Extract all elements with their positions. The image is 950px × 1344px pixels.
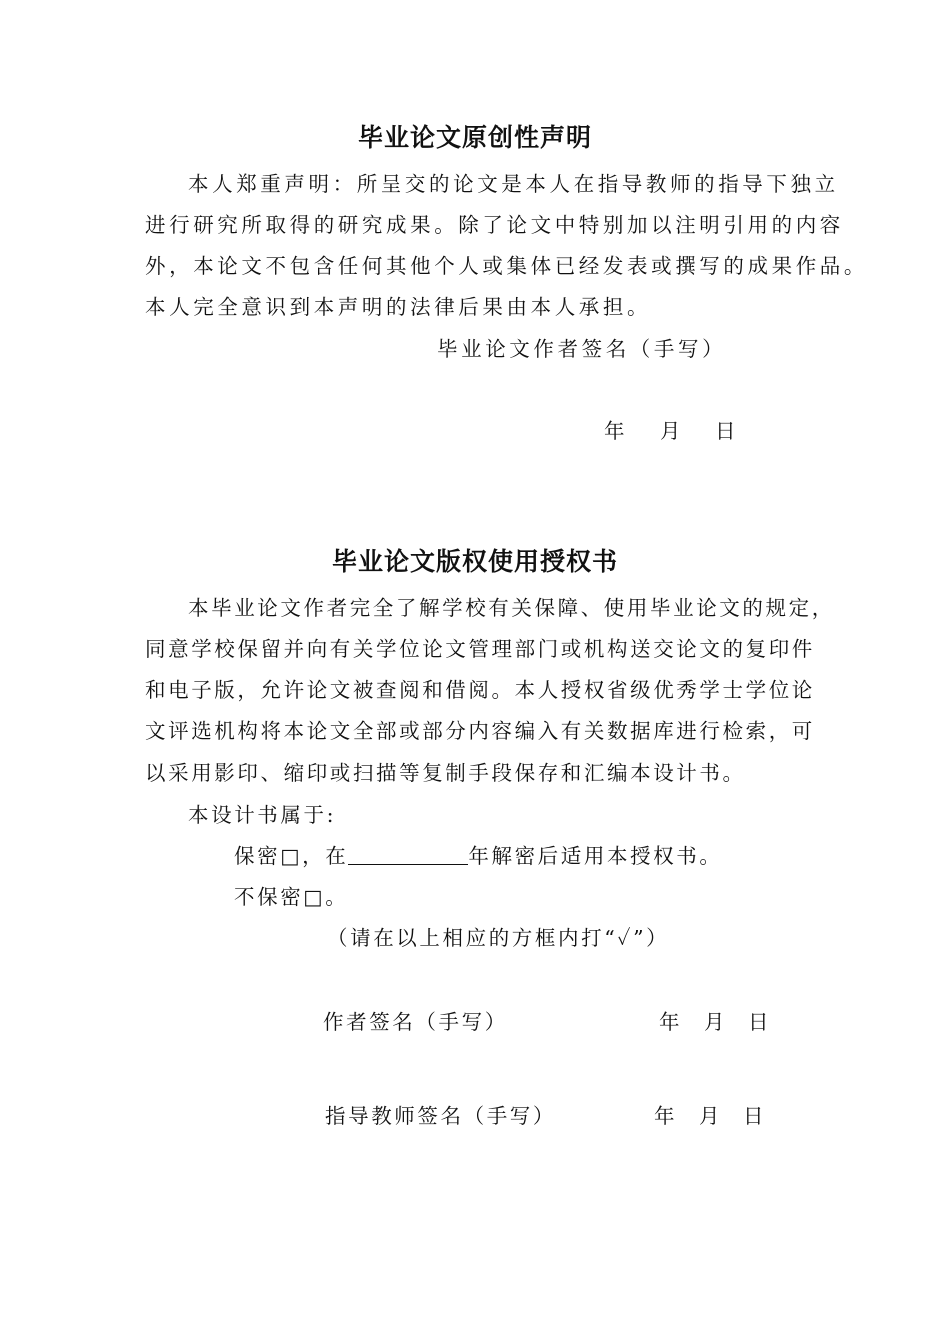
authorization-title: 毕业论文版权使用授权书: [331, 547, 618, 576]
authorization-line-3: 和电子版，允许论文被查阅和借阅。本人授权省级优秀学士学位论: [145, 678, 815, 702]
authorization-line-5: 以采用影印、缩印或扫描等复制手段保存和汇编本设计书。: [145, 761, 746, 785]
advisor-date-month: 月: [699, 1104, 723, 1128]
declaration-line-1: 本人郑重声明：所呈交的论文是本人在指导教师的指导下独立: [188, 172, 839, 196]
checkbox-instruction: （请在以上相应的方框内打“✓”）: [327, 926, 670, 950]
advisor-sign-label: 指导教师签名（手写）: [325, 1104, 556, 1128]
authorization-line-1: 本毕业论文作者完全了解学校有关保障、使用毕业论文的规定，: [188, 596, 835, 620]
advisor-date-year: 年: [654, 1104, 678, 1128]
secret-year-blank: [348, 842, 468, 865]
author-date-month: 月: [704, 1010, 728, 1034]
not-secret-option: 不保密□。: [234, 885, 349, 909]
author-signature-label: 毕业论文作者签名（手写）: [437, 337, 727, 361]
advisor-date-day: 日: [743, 1104, 767, 1128]
secret-prefix: 保密□，在: [234, 844, 349, 868]
author-date-year: 年: [659, 1010, 683, 1034]
declaration-line-4: 本人完全意识到本声明的法律后果由本人承担。: [145, 295, 652, 319]
declaration-date-day: 日: [715, 419, 740, 443]
declaration-date-month: 月: [660, 419, 685, 443]
declaration-line-2: 进行研究所取得的研究成果。除了论文中特别加以注明引用的内容: [145, 213, 844, 237]
author-date-day: 日: [748, 1010, 772, 1034]
declaration-line-3: 外，本论文不包含任何其他个人或集体已经发表或撰写的成果作品。: [145, 254, 868, 278]
secret-suffix: 年解密后适用本授权书。: [468, 844, 723, 868]
belongs-label: 本设计书属于:: [188, 803, 337, 827]
declaration-date-year: 年: [604, 419, 629, 443]
authorization-line-4: 文评选机构将本论文全部或部分内容编入有关数据库进行检索，可: [145, 719, 815, 743]
authorization-line-2: 同意学校保留并向有关学位论文管理部门或机构送交论文的复印件: [145, 637, 815, 661]
secret-option: [234, 839, 722, 869]
declaration-title: 毕业论文原创性声明: [357, 123, 592, 152]
author-sign-label: 作者签名（手写）: [323, 1010, 508, 1034]
